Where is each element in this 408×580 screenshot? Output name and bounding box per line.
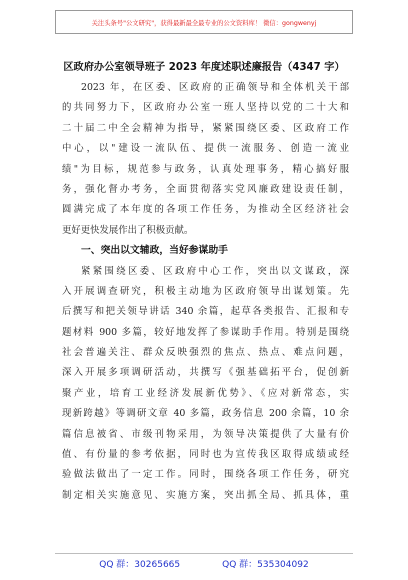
paragraph-line: 篇信息被省、市级刊物采用，为领导决策提供了大量有价	[62, 428, 349, 440]
document-title: 区政府办公室领导班子 2023 年度述职述廉报告（4347 字）	[63, 62, 345, 73]
document-body	[62, 78, 349, 506]
paragraph-line: 务，强化督办考务，全面贯彻落实党风廉政建设责任制，	[62, 183, 349, 195]
page-footer	[55, 553, 353, 570]
paragraph-line: 深入开展多项调研活动，共撰写《强基础拓平台，促创新	[62, 367, 349, 379]
paragraph-line: 2023 年，在区委、区政府的正确领导和全体机关干部	[81, 82, 349, 93]
promo-banner-text: 关注头条号"公文研究"，获得最新最全最专业的公文资料库！ 微信：gongwenyj	[91, 19, 317, 27]
paragraph-line: 社会普遍关注、群众反映强烈的焦点、热点、难点问题，	[62, 347, 349, 359]
paragraph-line: 的共同努力下，区政府办公室一班人坚持以党的二十大和	[62, 102, 349, 114]
qq-group-1: QQ 群：30265665	[99, 560, 181, 570]
paragraph-line: 题材料 900 多篇，较好地发挥了参谋助手作用。特别是围绕	[62, 326, 349, 338]
paragraph-line: 验做法做出了一定工作。同时，围绕各项工作任务，研究	[62, 469, 349, 481]
paragraph-line: 聚产业，培育工业经济发展新优势》、《应对新常态，实	[62, 387, 349, 399]
promo-banner	[55, 10, 353, 34]
paragraph-line: 后撰写和把关领导讲话 340 余篇，起草各类报告、汇报和专	[62, 306, 349, 318]
paragraph-line: 二十届二中全会精神为指导，紧紧围绕区委、区政府工作	[62, 122, 349, 134]
paragraph-line: 值、有份量的参考依据，同时也为宣传我区取得成绩或经	[62, 449, 349, 461]
paragraph-line: 现新跨越》等调研文章 40 多篇，政务信息 200 余篇，10 余	[62, 408, 349, 420]
paragraph-line: 紧紧围绕区委、区政府中心工作，突出以文谋政，深	[81, 265, 349, 277]
qq-group-2: QQ 群：535304092	[222, 560, 309, 570]
paragraph-line: 更好更快发展作出了积极贡献。	[62, 224, 194, 236]
paragraph-line: 制定相关实施意见、实施方案，突出抓全局、抓具体，重	[62, 489, 349, 501]
paragraph-line: 圆满完成了本年度的各项工作任务，为推动全区经济社会	[62, 204, 349, 216]
paragraph-line: 绩"为目标，规范参与政务，认真处理事务，精心搞好服	[62, 163, 349, 175]
paragraph-line: 中心，以"建设一流队伍、提供一流服务、创造一流业	[62, 143, 349, 155]
paragraph-line: 入开展调查研究，积极主动地为区政府领导出谋划策。先	[62, 285, 349, 297]
section-heading: 一、突出以文辅政，当好参谋助手	[81, 245, 228, 257]
